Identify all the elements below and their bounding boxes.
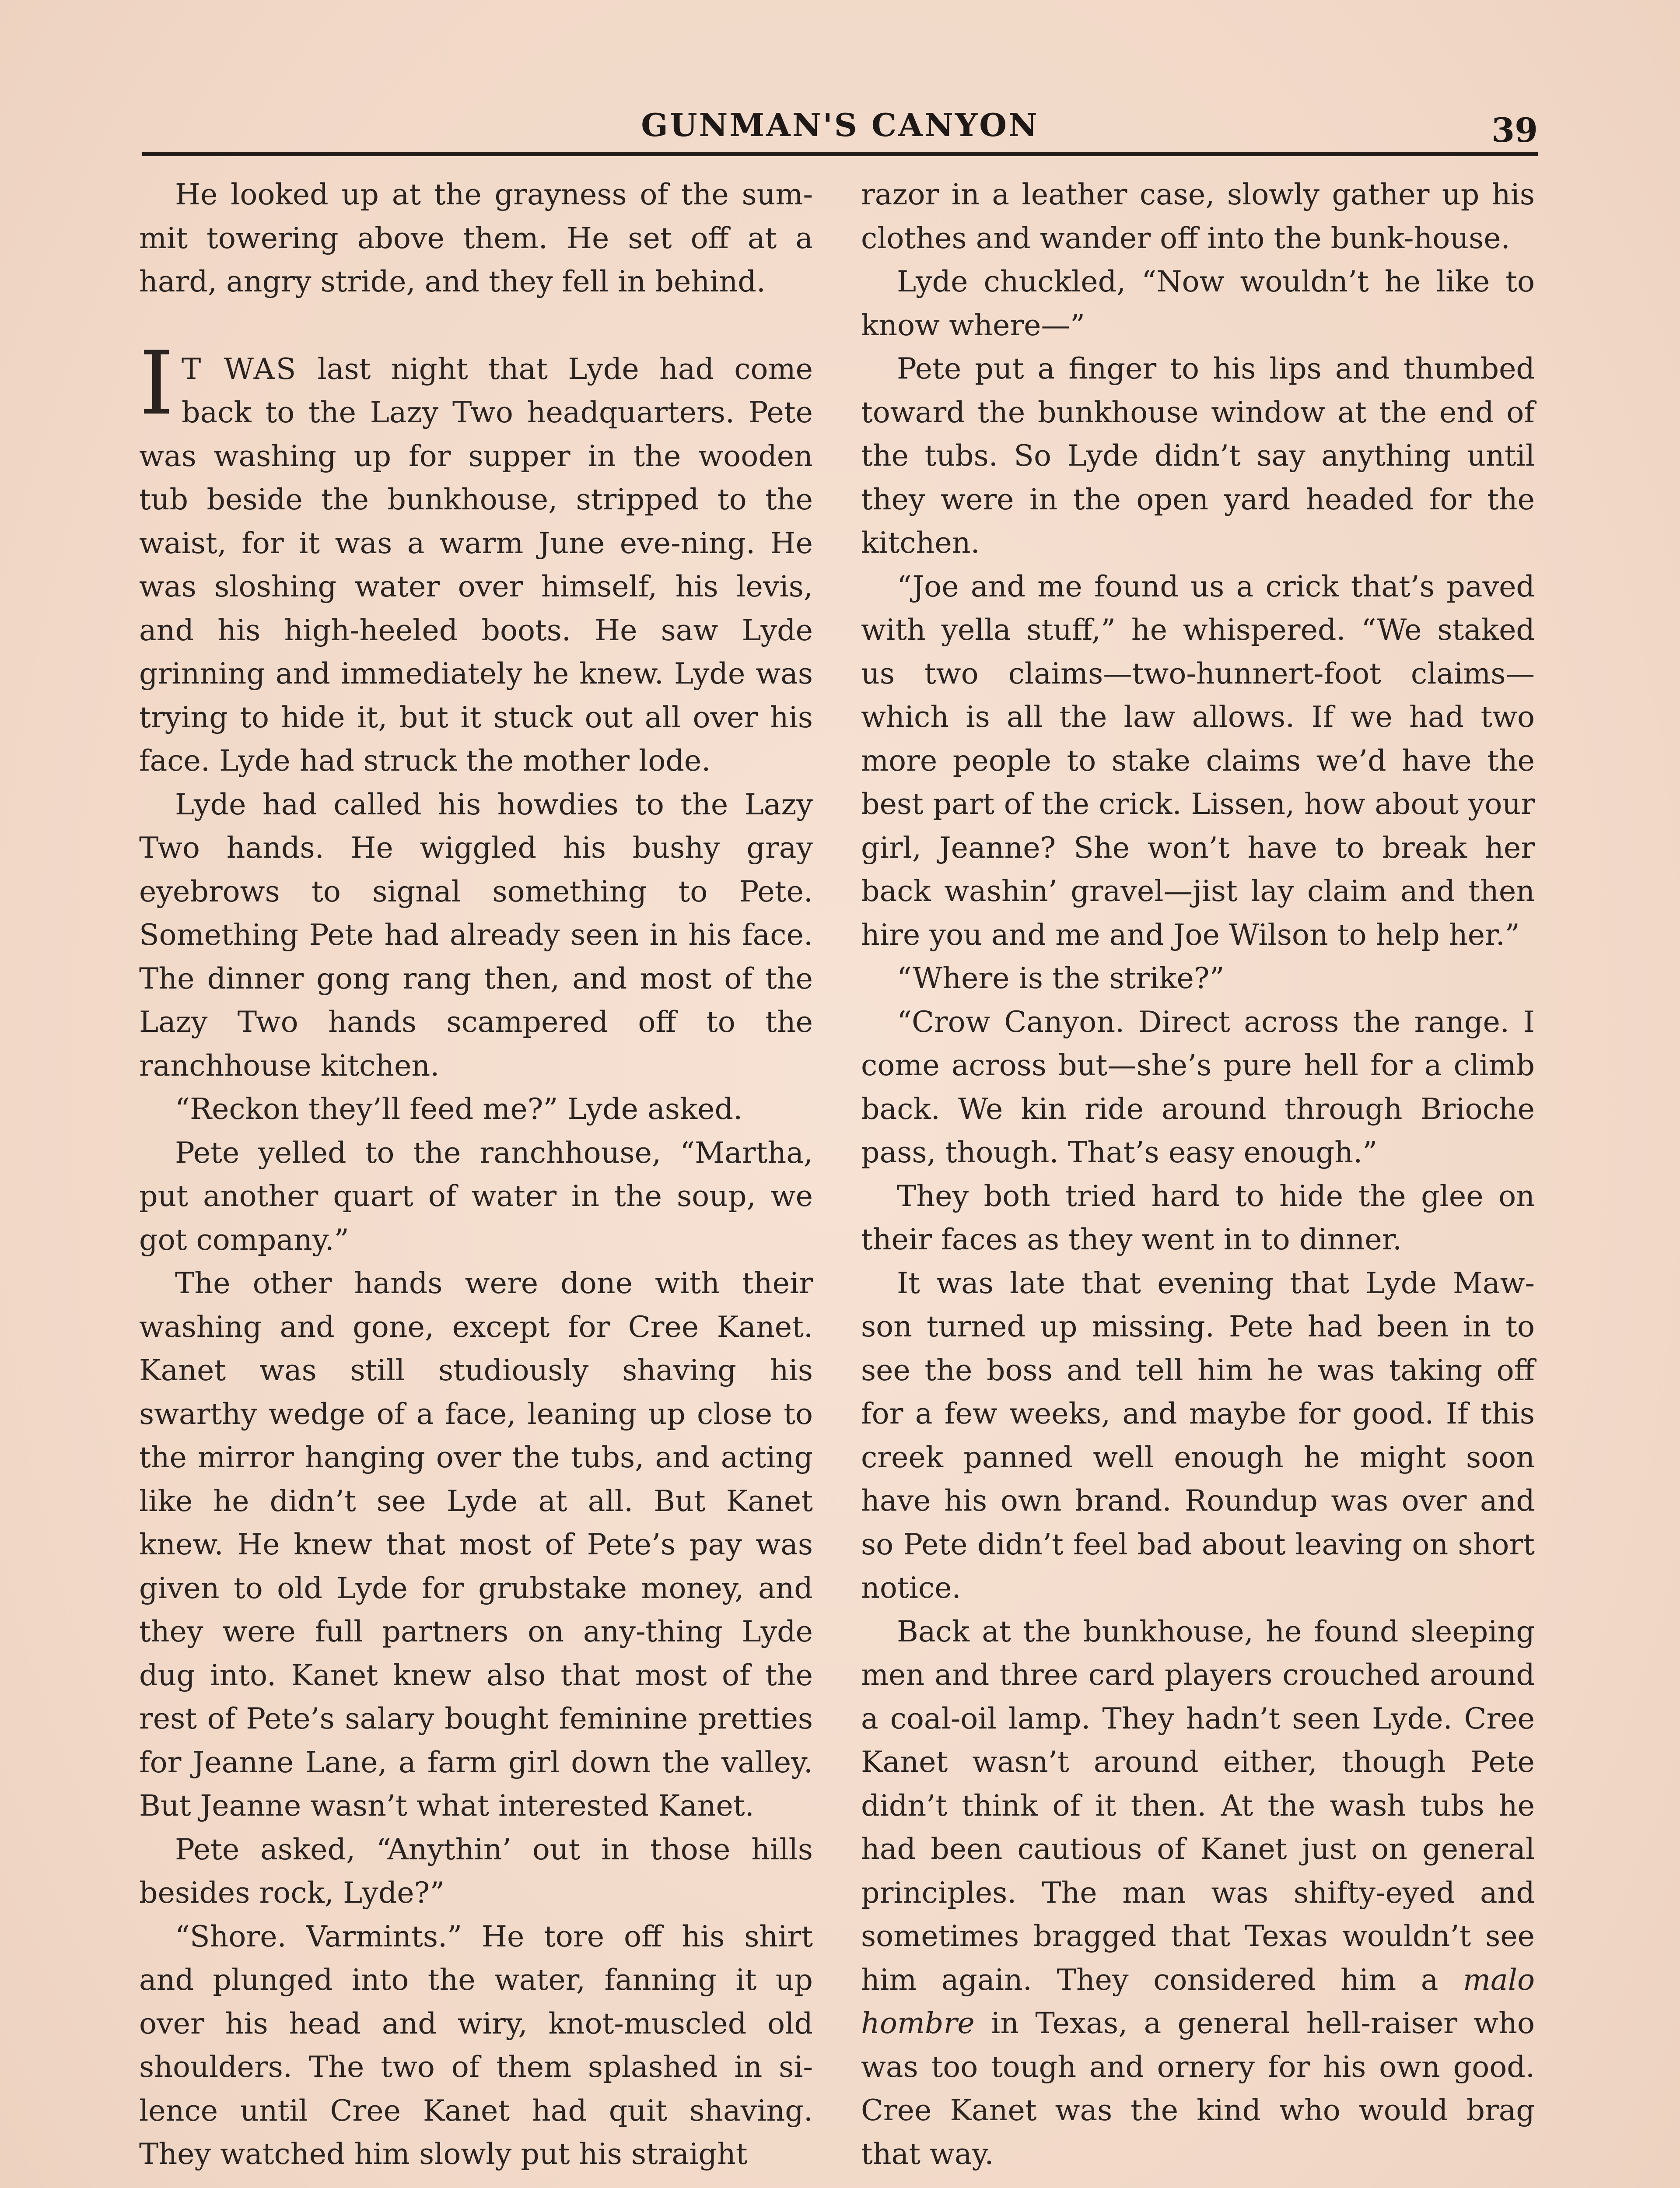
page-header	[142, 94, 1538, 155]
paragraph: “Joe and me found us a crick that’s paved with yella stuff,” he whispered. “We staked us two claims—two-hunnert-foot claims—which is all the law allows. If we had two more people to stake claims we’d have the best part of the crick. Lissen, how about your girl, Jeanne? She won’t have to break her back washin’ gravel—jist lay claim and then hire you and me and Joe Wilson to help her.”	[861, 569, 1535, 952]
paragraph: Lyde chuckled, “Now wouldn’t he like to know where—”	[861, 264, 1535, 342]
paragraph: It was late that evening that Lyde Maw-son turned up missing. Pete had been in to see the boss and tell him he was taking off for a few weeks, and maybe for good. If this creek panned well enough he might soon have his own brand. Roundup was over and so Pete didn’t feel bad about leaving on short notice.	[861, 1266, 1535, 1605]
paragraph: They both tried hard to hide the glee on their faces as they went in to dinner.	[861, 1178, 1535, 1256]
paragraph: “Where is the strike?”	[897, 961, 1225, 995]
paragraph-text: Back at the bunkhouse, he found sleeping men and three card players crouched around a coal-oil lamp. They hadn’t seen Lyde. Cree Kanet wasn’t around either, though Pete didn’t think of it then. At the wash tubs he had been cautious of Kanet just on general principles. The man was shifty-eyed and sometimes bragged that Texas wouldn’t see him again. They considered	[861, 1614, 1535, 1997]
paragraph: “Crow Canyon. Direct across the range. I come across but—she’s pure hell for a climb back. We kin ride around through Brioche pass, though. That’s easy enough.”	[861, 1004, 1535, 1169]
paragraph-text: last night that Lyde had come back to the Lazy Two headquarters. Pete was washing up for supper in the wooden tub beside the bunkhouse, stripped to the waist, for it was a warm June eve-ning. He was sloshing water over himself, his levis, and his high-heeled boots. He saw Lyde grinning and immediately he knew. Lyde was trying to hide it, but it stuck out all over his face. Lyde had struck the mother lode.	[139, 351, 813, 778]
paragraph-text: him a	[1340, 1962, 1463, 1997]
paragraph	[861, 1610, 1535, 2176]
italic-phrase: malo hombre	[861, 1962, 1535, 2040]
paragraph: “Shore. Varmints.” He tore off his shirt and plunged into the water, fanning it up over his head and wiry, knot-muscled old shoulders. The two of them splashed in si-lence until Cree Kanet had quit shaving. They watched him slowly put his straight	[139, 1919, 813, 2171]
paragraph: The other hands were done with their washing and gone, except for Cree Kanet. Kanet was still studiously shaving his swarthy wedge of a face, leaning up close to the mirror hanging over the tubs, and acting like he didn’t see Lyde at all. But Kanet knew. He knew that most of Pete’s pay was given to old Lyde for grubstake money, and they were full partners on any-thing Lyde dug into. Kanet knew also that most of the rest of Pete’s salary bought feminine pretties for Jeanne Lane, a farm girl down the valley. But Jeanne wasn’t what interested Kanet.	[139, 1266, 813, 1823]
paragraph-text: in Texas, a general hell-raiser who was too tough and ornery for his own good. Cree Kanet was the kind who would brag that way.	[861, 2006, 1535, 2171]
left-column	[139, 173, 813, 2176]
lead-in: T WAS	[182, 351, 298, 386]
paragraph: razor in a leather case, slowly gather up his clothes and wander off into the bunk-house.	[861, 177, 1535, 255]
paragraph: Pete put a finger to his lips and thumbed toward the bunkhouse window at the end of the tubs. So Lyde didn’t say anything until they were in the open yard headed for the kitchen.	[861, 351, 1535, 560]
paragraph: “Reckon they’ll feed me?” Lyde asked.	[175, 1092, 743, 1126]
right-column	[861, 173, 1535, 2176]
drop-cap: I	[139, 332, 174, 435]
paragraph: Pete asked, “Anythin’ out in those hills besides rock, Lyde?”	[139, 1832, 813, 1910]
page-number: 39	[1491, 111, 1538, 150]
paragraph-section-start	[139, 332, 813, 783]
paragraph: Pete yelled to the ranchhouse, “Martha, put another quart of water in the soup, we got company.”	[139, 1135, 813, 1257]
paragraph: Lyde had called his howdies to the Lazy Two hands. He wiggled his bushy gray eyebrows to signal something to Pete. Something Pete had already seen in his face. The dinner gong rang then, and most of the Lazy Two hands scampered off to the ranchhouse kitchen.	[139, 787, 813, 1083]
header-rule	[142, 152, 1538, 156]
running-title: GUNMAN'S CANYON	[641, 106, 1039, 144]
paragraph: He looked up at the grayness of the sum-mit towering above them. He set off at a hard, angry stride, and they fell in behind.	[139, 177, 813, 298]
